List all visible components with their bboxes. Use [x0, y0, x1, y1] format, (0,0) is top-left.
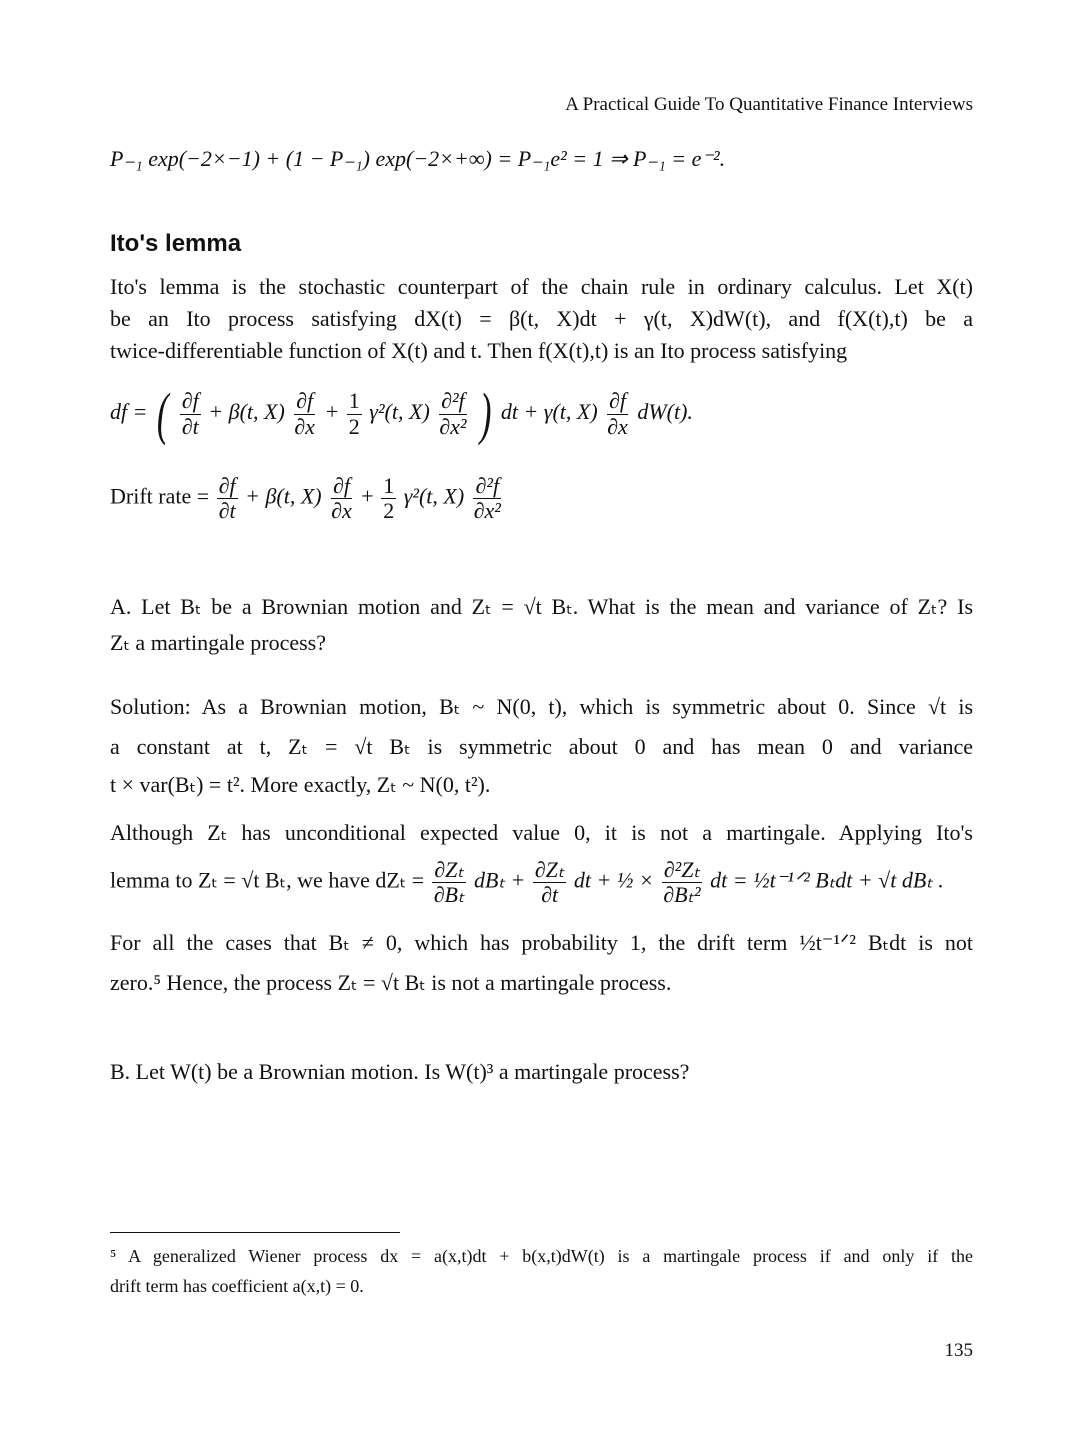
footnote-line-2: drift term has coefficient a(x,t) = 0.: [110, 1276, 364, 1296]
denominator: 2: [348, 413, 360, 439]
lemma-equation-line: [110, 858, 973, 907]
fraction: [292, 389, 317, 438]
problem-b: B. Let W(t) be a Brownian motion. Is W(t)³ a martingale process?: [110, 1059, 690, 1084]
eq-text: lemma to Zₜ = √t Bₜ, we have dZₜ =: [110, 867, 425, 893]
eq-text: dt + ½ ×: [573, 867, 654, 893]
eq-text: df =: [110, 399, 148, 425]
left-paren: (: [156, 381, 169, 446]
denominator: ∂x: [331, 498, 352, 524]
intro-line-1: Ito's lemma is the stochastic counterpart of the chain rule in ordinary calculus. Let X(t): [110, 274, 973, 299]
for-all-line: For all the cases that Bₜ ≠ 0, which has probability 1, the drift term ½t⁻¹ᐟ² Bₜdt is not: [110, 930, 973, 955]
eq-text: dBₜ +: [474, 867, 526, 893]
eq-text: dt + γ(t, X): [500, 399, 598, 425]
intro-line-2: be an Ito process satisfying dX(t) = β(t, X)dt + γ(t, X)dW(t), and f(X(t),t) be a: [110, 306, 973, 331]
intro-line-3: twice-differentiable function of X(t) and t. Then f(X(t),t) is an Ito process satisfying: [110, 338, 848, 363]
numerator: 1: [383, 473, 395, 498]
eq-text: γ²(t, X): [403, 483, 465, 509]
denominator: ∂x: [294, 413, 315, 439]
denominator: ∂t: [218, 498, 236, 524]
fraction: [437, 389, 468, 438]
fraction: [381, 474, 396, 523]
numerator: ∂f: [609, 388, 626, 414]
fraction: [661, 858, 702, 907]
page-number: 135: [944, 1340, 973, 1361]
footnote-divider: [110, 1232, 400, 1233]
solution-line-2: a constant at t, Zₜ = √t Bₜ is symmetric about 0 and has mean 0 and variance: [110, 734, 973, 759]
problem-a-line-2: Zₜ a martingale process?: [110, 630, 327, 655]
eq-text: +: [324, 399, 340, 425]
numerator: ∂Zₜ: [434, 857, 464, 882]
eq-text: + β(t, X): [208, 399, 285, 425]
numerator: ∂f: [296, 388, 314, 414]
although-line: Although Zₜ has unconditional expected value 0, it is not a martingale. Applying Ito's: [110, 820, 973, 845]
denominator: ∂Bₜ²: [663, 882, 701, 908]
eq-text: + β(t, X): [245, 483, 322, 509]
solution-line-3: t × var(Bₜ) = t². More exactly, Zₜ ~ N(0, t²).: [110, 772, 491, 797]
numerator: ∂²Zₜ: [663, 857, 700, 882]
fraction: [533, 858, 567, 907]
eq-text: dt = ½t⁻¹ᐟ² Bₜdt + √t dBₜ .: [710, 867, 944, 893]
zero-line: zero.⁵ Hence, the process Zₜ = √t Bₜ is not a martingale process.: [110, 970, 672, 995]
denominator: ∂x²: [439, 413, 467, 439]
right-paren: ): [479, 381, 492, 446]
denominator: ∂x²: [473, 498, 501, 524]
denominator: 2: [383, 498, 395, 524]
ito-equation: [110, 381, 973, 446]
numerator: ∂f: [332, 473, 350, 498]
eq-text: +: [361, 483, 374, 509]
drift-label: Drift rate =: [110, 483, 210, 509]
drift-rate-equation: [110, 474, 973, 523]
denominator: ∂t: [541, 882, 559, 908]
numerator: 1: [348, 388, 360, 414]
numerator: ∂Zₜ: [534, 857, 565, 882]
eq-text: γ²(t, X): [369, 399, 430, 425]
solution-line-1: Solution: As a Brownian motion, Bₜ ~ N(0, t), which is symmetric about 0. Since √t is: [110, 694, 973, 719]
numerator: ∂²f: [441, 388, 465, 414]
section-heading: Ito's lemma: [110, 230, 242, 257]
running-header: A Practical Guide To Quantitative Finance Interviews: [565, 94, 973, 115]
fraction: [605, 389, 630, 438]
fraction: [347, 389, 362, 438]
numerator: ∂f: [218, 473, 236, 498]
problem-a-line-1: A. Let Bₜ be a Brownian motion and Zₜ = √t Bₜ. What is the mean and variance of Zₜ? Is: [110, 594, 973, 619]
top-equation: [110, 146, 973, 172]
fraction: [432, 858, 467, 907]
footnote-line-1: ⁵ A generalized Wiener process dx = a(x,t)dt + b(x,t)dW(t) is a martingale process if and only if the: [110, 1246, 973, 1266]
numerator: ∂²f: [475, 473, 500, 498]
equation-text: P₋₁ exp(−2×−1) + (1 − P₋₁) exp(−2×+∞) = P₋₁e² = 1 ⇒ P₋₁ = e⁻².: [110, 146, 726, 171]
fraction: [329, 474, 354, 523]
fraction: [180, 389, 201, 438]
fraction: [472, 474, 503, 523]
denominator: ∂x: [607, 413, 628, 439]
denominator: ∂t: [181, 413, 199, 439]
eq-text: dW(t).: [637, 399, 693, 425]
numerator: ∂f: [181, 388, 199, 414]
fraction: [217, 474, 238, 523]
denominator: ∂Bₜ: [433, 882, 465, 908]
